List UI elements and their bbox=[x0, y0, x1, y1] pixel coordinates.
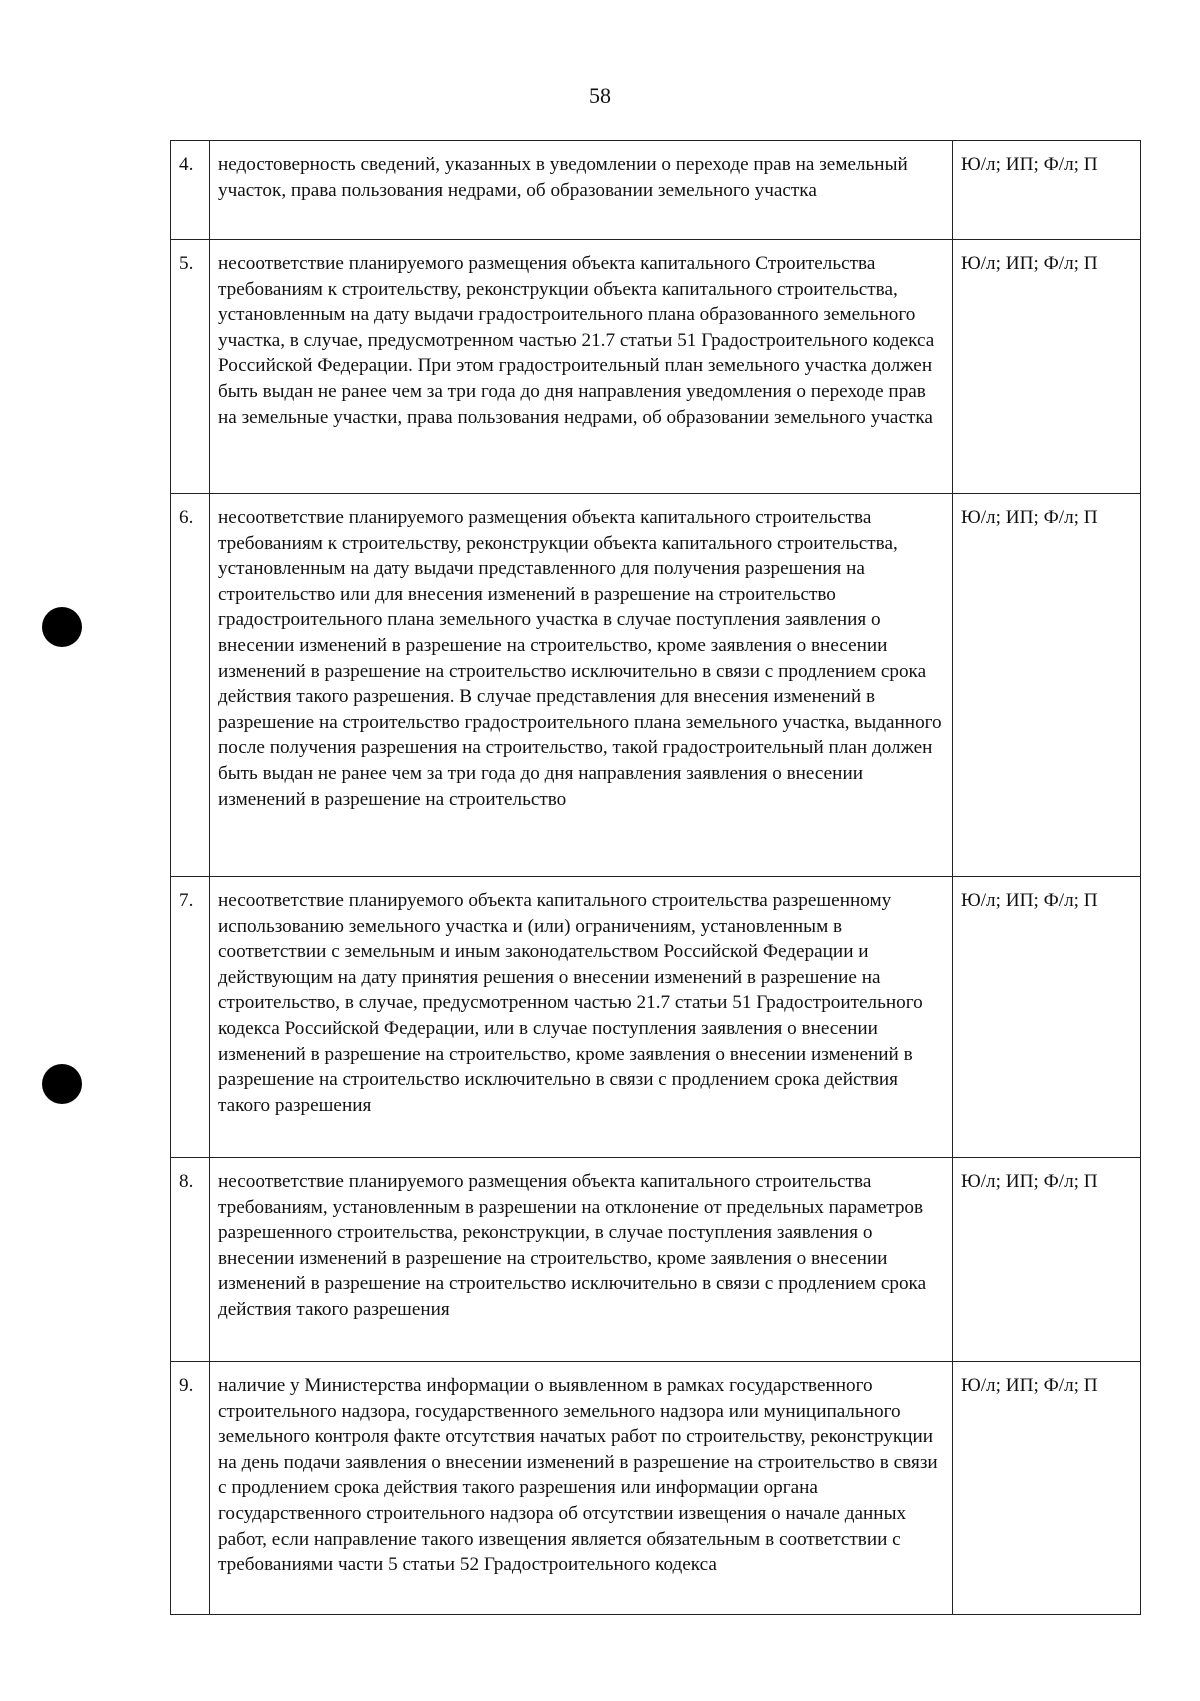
table-row bbox=[171, 240, 1141, 494]
table-row bbox=[171, 494, 1141, 877]
table-row bbox=[171, 141, 1141, 240]
row-reason-text: несоответствие планируемого размещения объекта капитального Строительства требованиям к строительству, реконструкции объекта капитального строительства, установленным на дату выдачи градостроительного плана образованного земельного участка, в случае, предусмотренном частью 21.7 статьи 51 Градостроительного кодекса Российской Федерации. При этом градостроительный план земельного участка должен быть выдан не ранее чем за три года до дня направления уведомления о переходе прав на земельные участки, права пользования недрами, об образовании земельного участка bbox=[210, 240, 953, 494]
table-row bbox=[171, 1158, 1141, 1362]
table-row bbox=[171, 1362, 1141, 1615]
refusal-reasons-table bbox=[170, 140, 1141, 1615]
row-reason-text: наличие у Министерства информации о выявленном в рамках государственного строительного надзора, государственного земельного надзора или муниципального земельного контроля факте отсутствия начатых работ по строительству, реконструкции на день подачи заявления о внесении изменений в разрешение на строительство в связи с продлением срока действия такого разрешения или информации органа государственного строительного надзора об отсутствии извещения о начале данных работ, если направление такого извещения является обязательным в соответствии с требованиями части 5 статьи 52 Градостроительного кодекса bbox=[210, 1362, 953, 1615]
row-applicant-category: Ю/л; ИП; Ф/л; П bbox=[953, 494, 1141, 877]
row-reason-text: недостоверность сведений, указанных в уведомлении о переходе прав на земельный участок, права пользования недрами, об образовании земельного участка bbox=[210, 141, 953, 240]
row-number: 6. bbox=[171, 494, 210, 877]
row-applicant-category: Ю/л; ИП; Ф/л; П bbox=[953, 240, 1141, 494]
row-number: 7. bbox=[171, 877, 210, 1158]
page-number: 58 bbox=[589, 83, 611, 108]
row-number: 4. bbox=[171, 141, 210, 240]
row-number: 8. bbox=[171, 1158, 210, 1362]
row-reason-text: несоответствие планируемого размещения объекта капитального строительства требованиям к строительству, реконструкции объекта капитального строительства, установленным на дату выдачи представленного для получения разрешения на строительство или для внесения изменений в разрешение на строительство градостроительного плана земельного участка в случае поступления заявления о внесении изменений в разрешение на строительство, кроме заявления о внесении изменений в разрешение на строительство исключительно в связи с продлением срока действия такого разрешения. В случае представления для внесения изменений в разрешение на строительство градостроительного плана земельного участка, выданного после получения разрешения на строительство, такой градостроительный план должен быть выдан не ранее чем за три года до дня направления заявления о внесении изменений в разрешение на строительство bbox=[210, 494, 953, 877]
table-row bbox=[171, 877, 1141, 1158]
row-number: 5. bbox=[171, 240, 210, 494]
row-applicant-category: Ю/л; ИП; Ф/л; П bbox=[953, 877, 1141, 1158]
row-number: 9. bbox=[171, 1362, 210, 1615]
row-applicant-category: Ю/л; ИП; Ф/л; П bbox=[953, 1362, 1141, 1615]
row-reason-text: несоответствие планируемого размещения объекта капитального строительства требованиям, установленным в разрешении на отклонение от предельных параметров разрешенного строительства, реконструкции, в случае поступления заявления о внесении изменений в разрешение на строительство, кроме заявления о внесении изменений в разрешение на строительство исключительно в связи с продлением срока действия такого разрешения bbox=[210, 1158, 953, 1362]
punch-hole-mark bbox=[42, 607, 82, 647]
reasons-table-container bbox=[170, 140, 1141, 1615]
punch-hole-mark bbox=[42, 1064, 82, 1104]
row-reason-text: несоответствие планируемого объекта капитального строительства разрешенному использованию земельного участка и (или) ограничениям, установленным в соответствии с земельным и иным законодательством Российской Федерации и действующим на дату принятия решения о внесении изменений в разрешение на строительство, в случае, предусмотренном частью 21.7 статьи 51 Градостроительного кодекса Российской Федерации, или в случае поступления заявления о внесении изменений в разрешение на строительство, кроме заявления о внесении изменений в разрешение на строительство исключительно в связи с продлением срока действия такого разрешения bbox=[210, 877, 953, 1158]
row-applicant-category: Ю/л; ИП; Ф/л; П bbox=[953, 141, 1141, 240]
row-applicant-category: Ю/л; ИП; Ф/л; П bbox=[953, 1158, 1141, 1362]
